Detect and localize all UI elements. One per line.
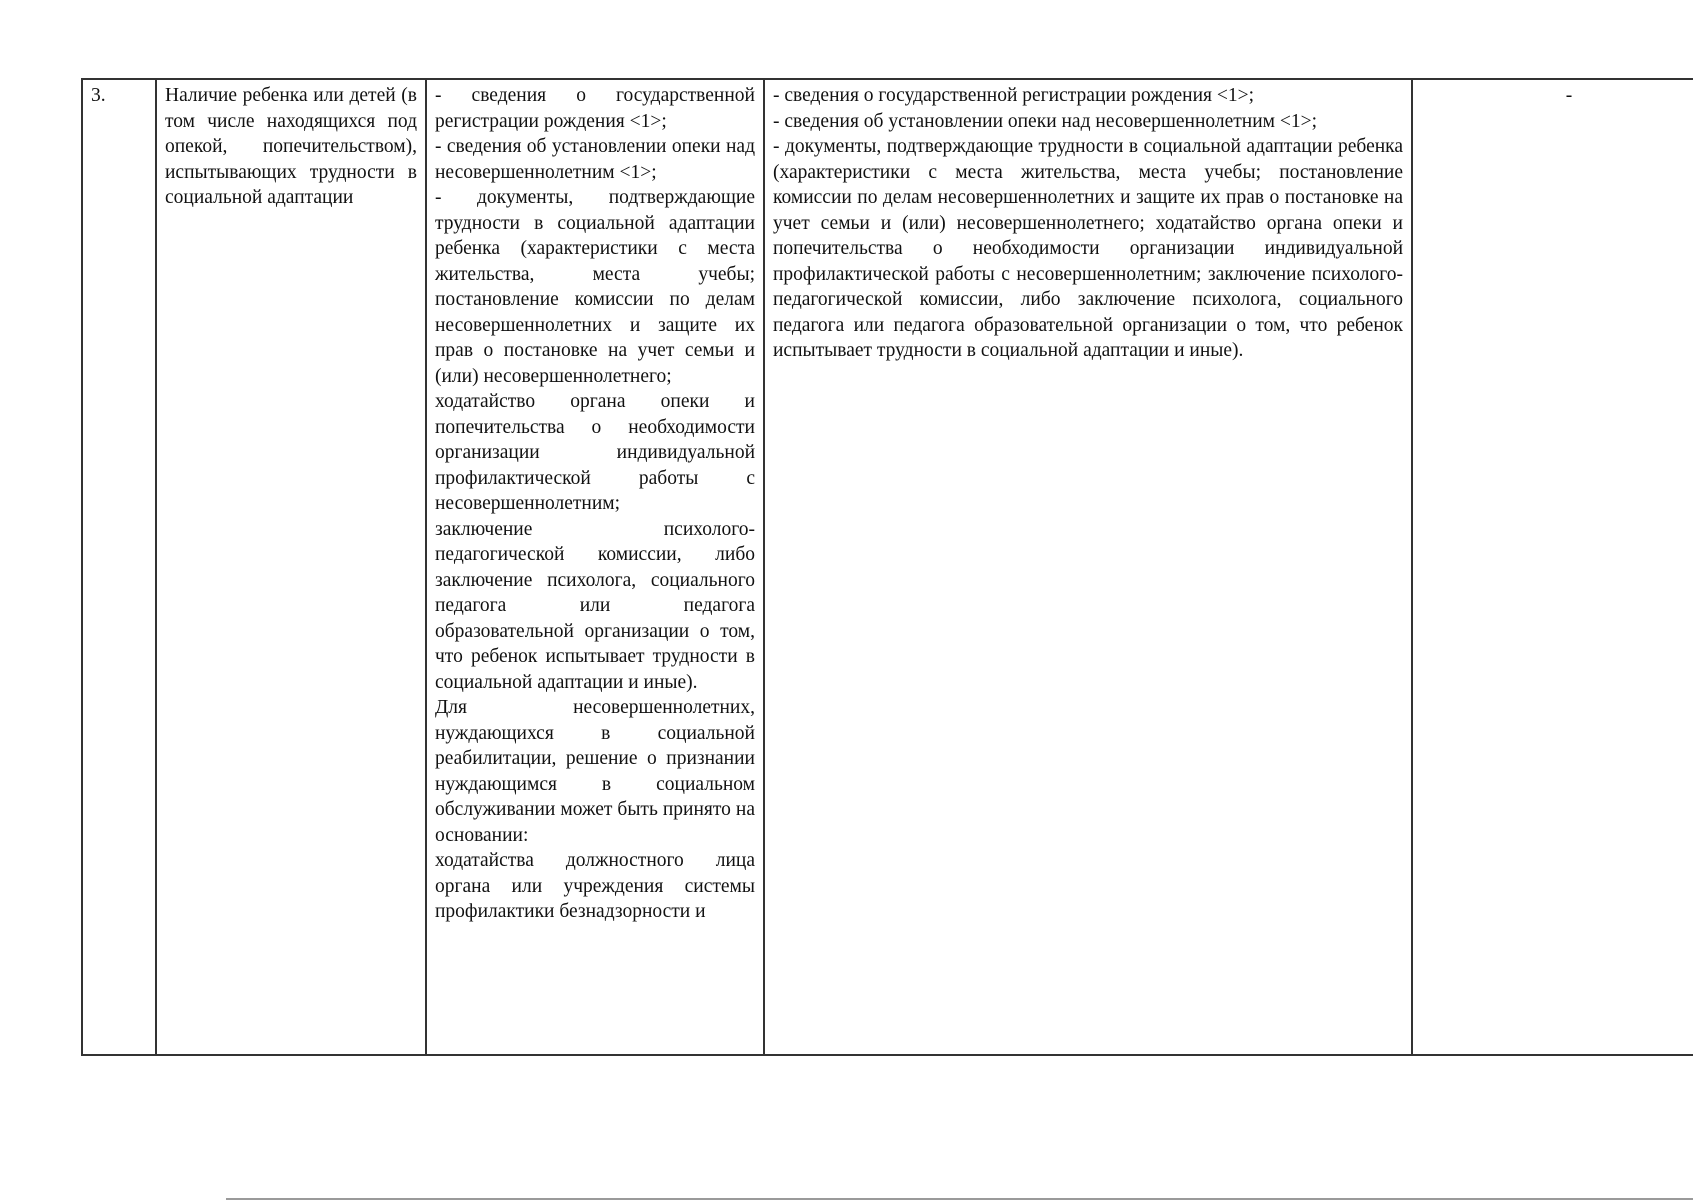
documents-table xyxy=(81,78,1693,1056)
documents-paragraph: ходатайство органа опеки и попечительства о необходимости организации индивидуальной профилактической работы с несовершеннолетним; xyxy=(435,391,755,514)
documents-paragraph: - сведения о государственной регистрации рождения <1>; xyxy=(435,85,755,132)
table-row xyxy=(82,79,1693,1055)
note-text: - xyxy=(1565,85,1573,106)
documents-paragraph: ходатайства должностного лица органа или учреждения системы профилактики безнадзорности и xyxy=(435,850,755,922)
condition-cell xyxy=(156,79,426,1055)
note-cell xyxy=(1412,79,1693,1055)
documents-paragraph: - сведения об установлении опеки над несовершеннолетним <1>; xyxy=(435,136,755,183)
documents-paragraph: заключение психолого-педагогической комиссии, либо заключение психолога, социального педагога или педагога образовательной организации о том, что ребенок испытывает трудности в социальной адаптации и иные). xyxy=(435,518,755,693)
documents-paragraph: - сведения о государственной регистрации рождения <1>; xyxy=(773,85,1255,106)
documents-paragraph: - документы, подтверждающие трудности в социальной адаптации ребенка (характеристики с места жительства, места учебы; постановление комиссии по делам несовершеннолетних и защите их прав о постановке на учет семьи и (или) несовершеннолетнего; ходатайство органа опеки и попечительства о необходимости организации индивидуальной профилактической работы с несовершеннолетним; заключение психолого-педагогической комиссии, либо заключение психолога, социального педагога или педагога образовательной организации о том, что ребенок испытывает трудности в социальной адаптации и иные). xyxy=(773,136,1403,361)
documents-paragraph: - документы, подтверждающие трудности в социальной адаптации ребенка (характеристики с места жительства, места учебы; постановление комиссии по делам несовершеннолетних и защите их прав о постановке на учет семьи и (или) несовершеннолетнего; xyxy=(435,187,755,387)
condition-text: Наличие ребенка или детей (в том числе находящихся под опекой, попечительством), испытывающих трудности в социальной адаптации xyxy=(165,85,417,208)
documents-cell-secondary xyxy=(764,79,1412,1055)
documents-paragraph: Для несовершеннолетних, нуждающихся в социальной реабилитации, решение о признании нуждающимся в социальном обслуживании может быть принято на основании: xyxy=(435,697,755,846)
documents-cell-primary xyxy=(426,79,764,1055)
row-number: 3. xyxy=(91,85,106,106)
documents-paragraph: - сведения об установлении опеки над несовершеннолетним <1>; xyxy=(773,110,1318,132)
row-number-cell xyxy=(82,79,156,1055)
